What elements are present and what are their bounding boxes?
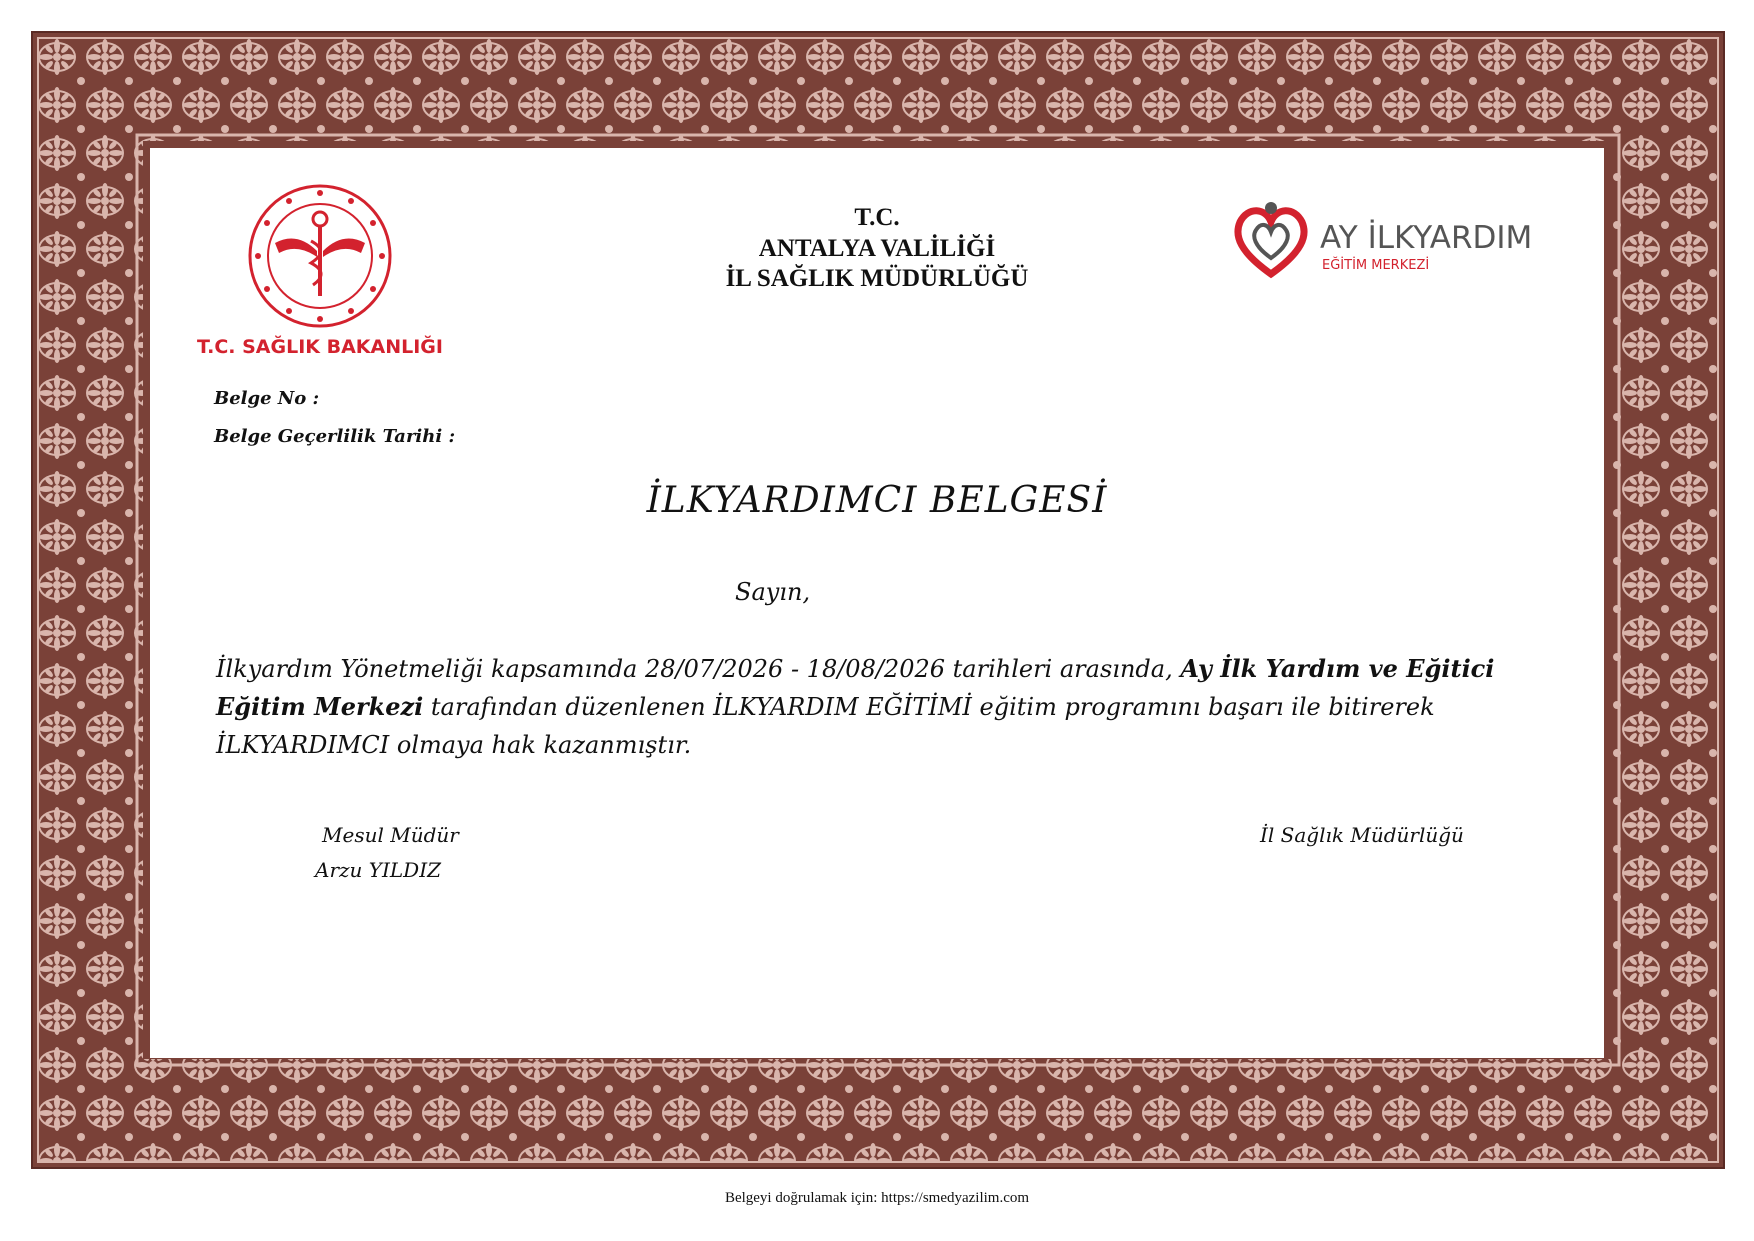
belge-no-label: Belge No : bbox=[214, 388, 320, 409]
certificate-panel bbox=[150, 148, 1604, 1058]
header-line-valilik: ANTALYA VALİLİĞİ bbox=[758, 235, 996, 262]
center-subtitle: EĞİTİM MERKEZİ bbox=[1322, 258, 1430, 273]
ministry-label: T.C. SAĞLIK BAKANLIĞI bbox=[197, 336, 443, 358]
body-part-1: İlkyardım Yönetmeliği kapsamında 28/07/2026 - 18/08/2026 tarihleri arasında, bbox=[216, 655, 1181, 683]
signature-left-title: Mesul Müdür bbox=[322, 823, 459, 847]
body-part-4: olmaya hak kazanmıştır. bbox=[389, 731, 692, 759]
verification-footer: Belgeyi doğrulamak için: https://smedyazilim.com bbox=[724, 1190, 1030, 1206]
body-part-2: tarafından düzenlenen bbox=[423, 693, 714, 721]
center-name: AY İLKYARDIM bbox=[1320, 220, 1533, 256]
header-line-mudurluk: İL SAĞLIK MÜDÜRLÜĞÜ bbox=[725, 265, 1029, 292]
heart-logo-icon bbox=[1230, 200, 1312, 282]
certificate-title: İLKYARDIMCI BELGESİ bbox=[646, 480, 1108, 521]
certificate-body bbox=[216, 650, 1516, 764]
header-line-tc: T.C. bbox=[854, 204, 900, 231]
body-program: İLKYARDIM EĞİTİMİ bbox=[713, 693, 972, 721]
body-part-3: eğitim programını başarı ile bitirerek bbox=[971, 693, 1435, 721]
signature-right-title: İl Sağlık Müdürlüğü bbox=[1260, 823, 1464, 847]
body-role: İLKYARDIMCI bbox=[216, 731, 390, 759]
belge-tarih-label: Belge Geçerlilik Tarihi : bbox=[214, 426, 456, 447]
signature-left-name: Arzu YILDIZ bbox=[315, 858, 441, 882]
body-org: Ay İlk Yardım ve Eğitici Eğitim Merkezi bbox=[216, 654, 1495, 721]
greeting: Sayın, bbox=[735, 578, 811, 606]
